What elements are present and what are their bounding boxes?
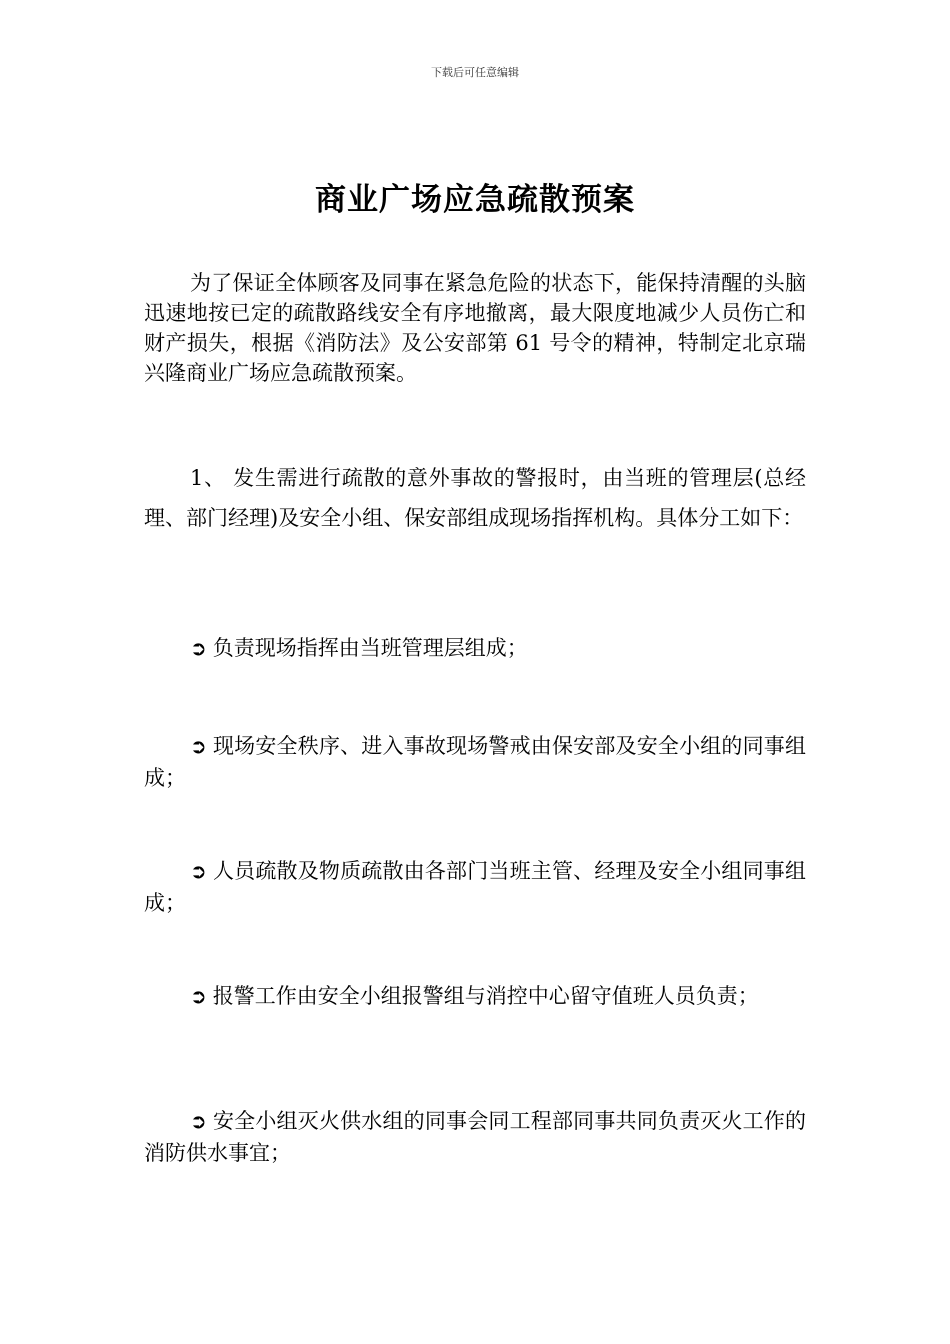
bullet-text: 人员疏散及物质疏散由各部门当班主管、经理及安全小组同事组成； bbox=[144, 859, 806, 915]
arrow-right-circle-icon: ➲ bbox=[190, 734, 207, 758]
bullet-text: 现场安全秩序、进入事故现场警戒由保安部及安全小组的同事组成； bbox=[144, 734, 806, 790]
intro-paragraph: 为了保证全体顾客及同事在紧急危险的状态下，能保持清醒的头脑迅速地按已定的疏散路线安全有序地撤离，最大限度地减少人员伤亡和财产损失，根据《消防法》及公安部第 61 号令的精神，特制定北京瑞兴隆商业广场应急疏散预案。 bbox=[144, 271, 806, 385]
bullet-text: 安全小组灭火供水组的同事会同工程部同事共同负责灭火工作的消防供水事宜； bbox=[144, 1109, 806, 1165]
header-note: 下载后可任意编辑 bbox=[431, 66, 519, 79]
document-title: 商业广场应急疏散预案 bbox=[315, 182, 635, 218]
bullet-text: 负责现场指挥由当班管理层组成； bbox=[212, 636, 528, 660]
item-1-paragraph: 1、 发生需进行疏散的意外事故的警报时，由当班的管理层(总经理、部门经理)及安全小组、保安部组成现场指挥机构。具体分工如下： bbox=[144, 466, 806, 530]
bullet-text: 报警工作由安全小组报警组与消控中心留守值班人员负责； bbox=[212, 984, 759, 1008]
arrow-right-circle-icon: ➲ bbox=[190, 859, 207, 883]
bullet-item-4 bbox=[144, 980, 806, 1012]
bullet-item-1 bbox=[144, 632, 806, 664]
arrow-right-circle-icon: ➲ bbox=[190, 984, 207, 1008]
arrow-right-circle-icon: ➲ bbox=[190, 1109, 207, 1133]
arrow-right-circle-icon: ➲ bbox=[190, 636, 207, 660]
bullet-item-3 bbox=[144, 855, 806, 919]
bullet-item-2 bbox=[144, 730, 806, 794]
bullet-item-5 bbox=[144, 1105, 806, 1169]
